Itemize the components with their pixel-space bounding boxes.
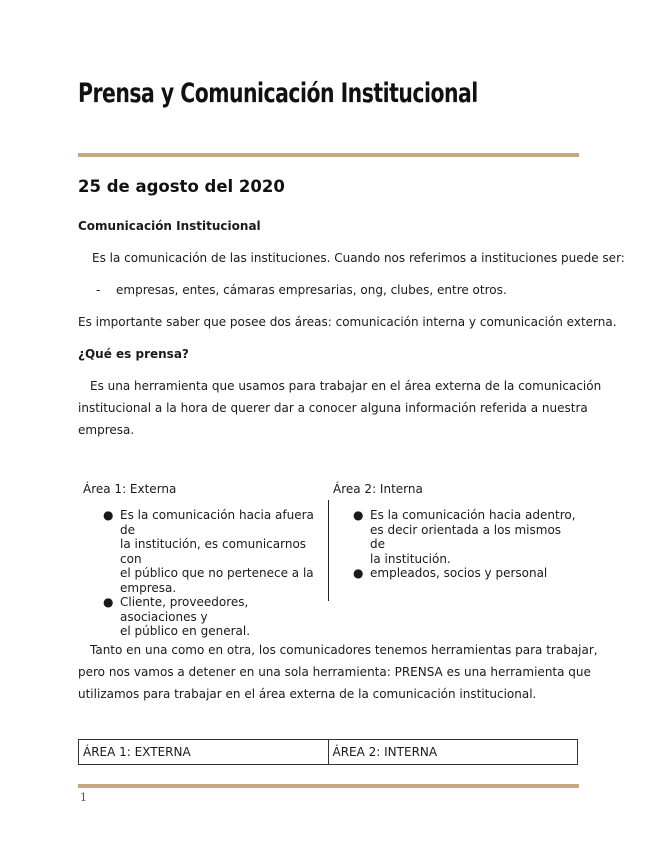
footer-divider bbox=[78, 784, 579, 788]
list-item-line: empleados, socios y personal bbox=[370, 566, 548, 580]
list-item-line: empresa. bbox=[120, 580, 177, 595]
paragraph-line: institucional a la hora de querer dar a conocer alguna información referida a nuestra bbox=[78, 401, 588, 415]
section-heading-comunicacion: Comunicación Institucional bbox=[78, 219, 261, 233]
dash-marker: - bbox=[96, 283, 101, 297]
tools-paragraph bbox=[78, 639, 598, 705]
list-item-line: Es la comunicación hacia adentro, bbox=[370, 508, 576, 522]
list-item bbox=[103, 595, 325, 639]
bullet-icon: ● bbox=[103, 595, 114, 609]
paragraph-line: Es una herramienta que usamos para trabajar en el área externa de la comunicación bbox=[90, 379, 602, 393]
list-item-line: el público que no pertenece a la bbox=[120, 566, 314, 580]
list-item-line: Cliente, proveedores, asociaciones y bbox=[120, 595, 249, 624]
table-cell-interna: ÁREA 2: INTERNA bbox=[328, 740, 578, 764]
areas-table bbox=[78, 739, 578, 765]
paragraph-line: Tanto en una como en otra, los comunicadores tenemos herramientas para trabajar, bbox=[90, 643, 598, 657]
column-heading-externa: Área 1: Externa bbox=[83, 482, 177, 496]
list-item-line: la institución. bbox=[370, 551, 451, 566]
prensa-paragraph bbox=[78, 375, 602, 441]
list-item bbox=[353, 566, 578, 581]
dash-list-item: empresas, entes, cámaras empresarias, ong, clubes, entre otros. bbox=[116, 283, 507, 297]
externa-bullet-list bbox=[103, 508, 325, 639]
list-item bbox=[103, 508, 325, 595]
column-heading-interna: Área 2: Interna bbox=[333, 482, 423, 496]
bullet-icon: ● bbox=[353, 508, 364, 522]
list-item-line: Es la comunicación hacia afuera de bbox=[120, 508, 314, 537]
interna-bullet-list bbox=[353, 508, 578, 581]
title-divider bbox=[78, 153, 579, 157]
bullet-icon: ● bbox=[353, 566, 364, 580]
list-item-line: la institución, es comunicarnos con bbox=[120, 537, 307, 566]
list-item bbox=[353, 508, 578, 566]
areas-paragraph: Es importante saber que posee dos áreas: comunicación interna y comunicación externa. bbox=[78, 315, 617, 329]
section-heading-prensa: ¿Qué es prensa? bbox=[78, 347, 189, 361]
document-title: Prensa y Comunicación Institucional bbox=[78, 78, 478, 109]
list-item-line: es decir orientada a los mismos de bbox=[370, 522, 562, 551]
paragraph-line: empresa. bbox=[78, 423, 135, 437]
intro-paragraph: Es la comunicación de las instituciones. Cuando nos referimos a instituciones puede ser: bbox=[92, 251, 625, 265]
paragraph-line: pero nos vamos a detener en una sola herramienta: PRENSA es una herramienta que bbox=[78, 665, 591, 679]
date-heading: 25 de agosto del 2020 bbox=[78, 177, 285, 196]
bullet-icon: ● bbox=[103, 508, 114, 522]
paragraph-line: utilizamos para trabajar en el área externa de la comunicación institucional. bbox=[78, 687, 537, 701]
table-cell-externa: ÁREA 1: EXTERNA bbox=[83, 745, 191, 759]
page-number: 1 bbox=[80, 791, 87, 804]
column-divider bbox=[328, 500, 329, 601]
list-item-line: el público en general. bbox=[120, 624, 251, 638]
